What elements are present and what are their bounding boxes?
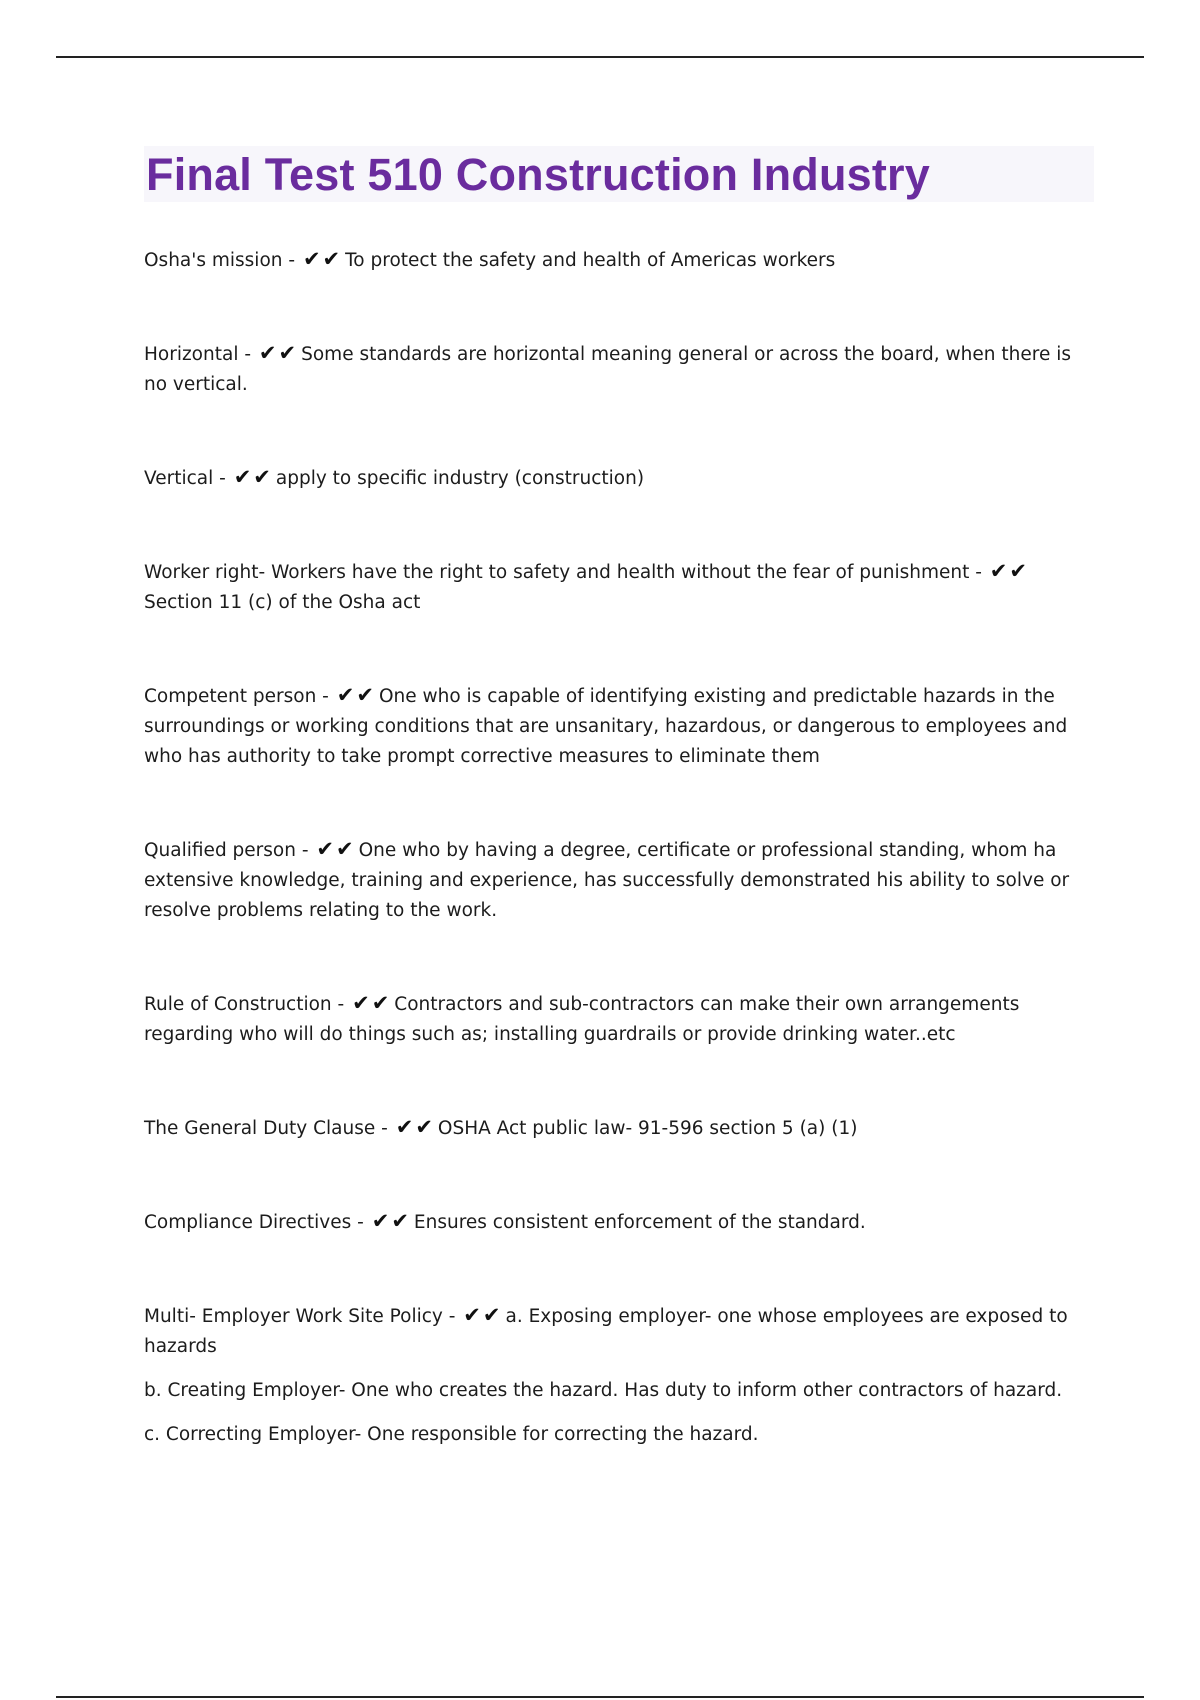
entry-general-duty-clause (144, 1112, 1094, 1144)
entry-term: Horizontal - (144, 344, 257, 365)
double-check-icon: ✔✔ (395, 1115, 435, 1139)
double-check-icon: ✔✔ (316, 837, 356, 861)
entry-term: The General Duty Clause - (144, 1118, 394, 1139)
entry-competent-person (144, 680, 1094, 772)
entry-compliance-directives (144, 1206, 1094, 1238)
title-band (144, 146, 1094, 202)
entry-term: Multi- Employer Work Site Policy - (144, 1306, 462, 1327)
double-check-icon: ✔✔ (336, 683, 376, 707)
entry-definition: Some standards are horizontal meaning general or across the board, when there is no vertical. (144, 344, 1071, 395)
entry-term: Vertical - (144, 468, 232, 489)
entry-rule-of-construction (144, 988, 1094, 1050)
entry-vertical (144, 462, 1094, 494)
entry-multi-employer-policy (144, 1300, 1094, 1362)
entry-subline-correcting-employer: c. Correcting Employer- One responsible for correcting the hazard. (144, 1424, 759, 1445)
double-check-icon: ✔✔ (463, 1303, 503, 1327)
double-check-icon: ✔✔ (258, 341, 299, 365)
entry-term: Rule of Construction - (144, 994, 351, 1015)
entry-definition: One who is capable of identifying existing and predictable hazards in the surroundings or working conditions that are unsanitary, hazardous, or dangerous to employees and who has authority to take prompt corrective measures to eliminate them (144, 686, 1068, 767)
document-title: Final Test 510 Construction Industry (146, 148, 930, 200)
double-check-icon: ✔✔ (352, 991, 392, 1015)
entry-term: Compliance Directives - (144, 1212, 370, 1233)
entry-term: Competent person - (144, 686, 335, 707)
entry-definition: a. Exposing employer- one whose employees are exposed to hazards (144, 1306, 1068, 1357)
entry-term: Osha's mission - (144, 250, 301, 271)
entry-definition: apply to specific industry (construction) (275, 468, 645, 489)
double-check-icon: ✔✔ (989, 559, 1029, 583)
entry-definition: Ensures consistent enforcement of the standard. (413, 1212, 866, 1233)
entry-osha-mission (144, 244, 1094, 276)
entry-definition: One who by having a degree, certificate or professional standing, whom ha extensive knowledge, training and experience, has successfully demonstrated his ability to solve or resolve problems relating to the work. (144, 840, 1070, 921)
entry-term: Qualified person - (144, 840, 315, 861)
entry-horizontal (144, 338, 1094, 400)
bottom-rule (56, 1696, 1144, 1698)
entry-definition: Contractors and sub-contractors can make their own arrangements regarding who will do things such as; installing guardrails or provide drinking water..etc (144, 994, 1020, 1045)
entry-subline-creating-employer: b. Creating Employer- One who creates the hazard. Has duty to inform other contractors of hazard. (144, 1380, 1063, 1401)
double-check-icon: ✔✔ (302, 247, 343, 271)
entry-worker-right (144, 556, 1094, 618)
top-rule (56, 56, 1144, 58)
entry-term: Worker right- Workers have the right to safety and health without the fear of punishment - (144, 562, 988, 583)
double-check-icon: ✔✔ (371, 1209, 411, 1233)
double-check-icon: ✔✔ (233, 465, 273, 489)
document-body (144, 146, 1094, 1450)
entry-definition: OSHA Act public law- 91-596 section 5 (a) (1) (437, 1118, 858, 1139)
entry-qualified-person (144, 834, 1094, 926)
entry-definition: Section 11 (c) of the Osha act (144, 592, 421, 613)
entry-definition: To protect the safety and health of Americas workers (345, 250, 836, 271)
